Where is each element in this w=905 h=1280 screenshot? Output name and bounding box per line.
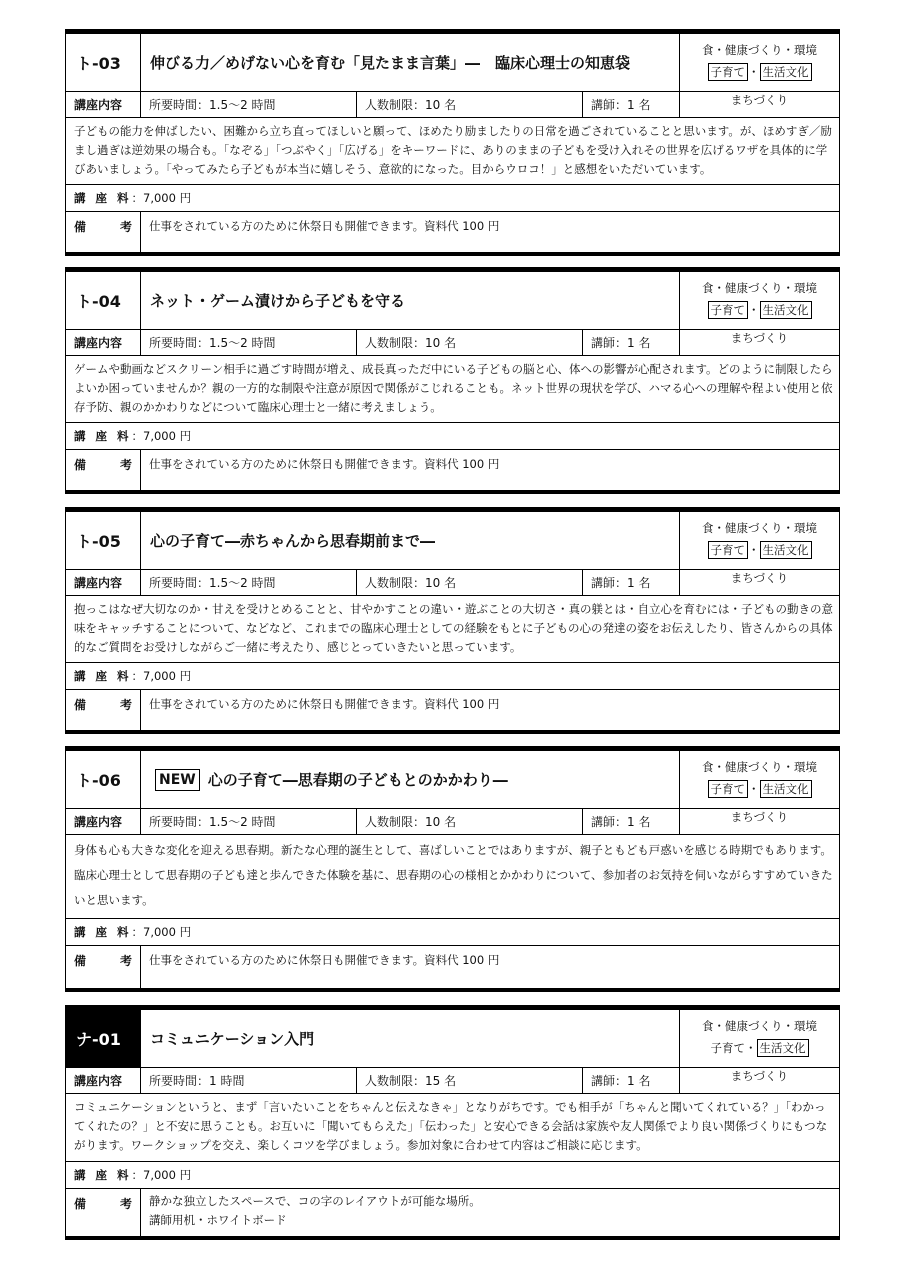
- duration: 所要時間：1 時間: [141, 1068, 357, 1093]
- category-lifestyle: 生活文化: [760, 541, 812, 559]
- category-line-1: 食・健康づくり・環境: [702, 1019, 817, 1033]
- category-line-1: 食・健康づくり・環境: [702, 43, 817, 57]
- category-childcare: 子育て: [708, 63, 749, 81]
- duration: 所要時間：1.5～2 時間: [141, 330, 357, 355]
- course-code: ト-04: [66, 272, 141, 329]
- course-card-to-04: [65, 267, 840, 494]
- note-line-1: 静かな独立したスペースで、コの字のレイアウトが可能な場所。: [149, 1194, 481, 1208]
- category-line-3: まちづくり: [730, 571, 789, 585]
- category-line-2: 子育て ・ 生活文化: [680, 302, 839, 318]
- note-label: 備 考: [66, 212, 141, 252]
- note-row: [66, 450, 839, 490]
- course-title-cell: [141, 751, 680, 808]
- fee-row: [66, 1162, 839, 1189]
- content-label: 講座内容: [66, 92, 141, 117]
- note-row: [66, 212, 839, 252]
- category-cell: [680, 272, 839, 345]
- duration: 所要時間：1.5～2 時間: [141, 570, 357, 595]
- course-title: コミュニケーション入門: [141, 1010, 680, 1067]
- fee-label: 講 座 料: [74, 1168, 132, 1182]
- note-line-2: 講師用机・ホワイトボード: [149, 1213, 287, 1227]
- course-description: ゲームや動画などスクリーン相手に過ごす時間が増え、成長真っただ中にいる子どもの脳と心、体への影響が心配されます。どのように制限したらよいか困っていませんか？親の一方的な制限や注意が原因で関係がこじれることも。ネット世界の現状を学び、ハマる心への理解や程よい使用と依存予防、親のかかわりなどについて臨床心理士と一緒に考えましょう。: [66, 356, 839, 423]
- fee-label: 講 座 料: [74, 925, 132, 939]
- capacity: 人数制限：10 名: [357, 330, 583, 355]
- course-card-na-01: [65, 1005, 840, 1240]
- category-childcare: 子育て: [708, 541, 749, 559]
- lecturer-count: 講師：1 名: [583, 330, 680, 355]
- fee-row: [66, 423, 839, 450]
- fee-value: ：7,000 円: [131, 669, 192, 683]
- content-label: 講座内容: [66, 330, 141, 355]
- category-childcare: 子育て: [708, 301, 749, 319]
- note-text: 仕事をされている方のために休祭日も開催できます。資料代 100 円: [149, 697, 500, 711]
- category-line-2: 子育て・ 生活文化: [680, 1040, 839, 1056]
- category-line-1: 食・健康づくり・環境: [702, 521, 817, 535]
- new-badge: NEW: [155, 769, 200, 791]
- lecturer-count: 講師：1 名: [583, 1068, 680, 1093]
- course-description: 抱っこはなぜ大切なのか・甘えを受けとめることと、甘やかすことの違い・遊ぶことの大切さ・真の躾とは・自立心を育むには・子どもの動きの意味をキャッチすることについて、などなど、これまでの臨床心理士としての経験をもとに子どもの心の発達の姿をお伝えしたり、皆さんからの具体的なご質問をお受けしながらご一緒に考えたり、感じとっていきたいと思っています。: [66, 596, 839, 663]
- course-card-to-03: [65, 29, 840, 256]
- category-lifestyle: 生活文化: [757, 1039, 809, 1057]
- fee-row: [66, 185, 839, 212]
- course-code: ト-03: [66, 34, 141, 91]
- course-card-to-05: [65, 507, 840, 734]
- capacity: 人数制限：15 名: [357, 1068, 583, 1093]
- capacity: 人数制限：10 名: [357, 809, 583, 834]
- course-title: 心の子育て―赤ちゃんから思春期前まで―: [141, 512, 680, 569]
- category-line-1: 食・健康づくり・環境: [702, 760, 817, 774]
- note-row: [66, 1189, 839, 1236]
- category-cell: [680, 751, 839, 824]
- content-label: 講座内容: [66, 809, 141, 834]
- category-line-3: まちづくり: [730, 93, 789, 107]
- note-text: 仕事をされている方のために休祭日も開催できます。資料代 100 円: [149, 457, 500, 471]
- course-code: ト-06: [66, 751, 141, 808]
- capacity: 人数制限：10 名: [357, 92, 583, 117]
- note-text: 仕事をされている方のために休祭日も開催できます。資料代 100 円: [149, 219, 500, 233]
- fee-value: ：7,000 円: [131, 191, 192, 205]
- fee-row: [66, 919, 839, 946]
- category-cell: [680, 1010, 839, 1083]
- course-title: 伸びる力／めげない心を育む「見たまま言葉」― 臨床心理士の知恵袋: [141, 34, 680, 91]
- category-cell: [680, 512, 839, 585]
- note-label: 備 考: [66, 690, 141, 730]
- fee-value: ：7,000 円: [131, 1168, 192, 1182]
- course-description: コミュニケーションというと、まず「言いたいことをちゃんと伝えなきゃ」となりがちです。でも相手が「ちゃんと聞いてくれている？」「わかってくれたの？」と不安に思うことも。お互いに「聞いてもらえた」「伝わった」と安心できる会話は家族や友人関係でより良い関係づくりにもつながります。ワークショップを交え、楽しくコツを学びましょう。参加対象に合わせて内容はご相談に応じます。: [66, 1094, 839, 1162]
- note-row: [66, 946, 839, 988]
- fee-value: ：7,000 円: [131, 925, 192, 939]
- category-line-2: 子育て ・ 生活文化: [680, 781, 839, 797]
- note-row: [66, 690, 839, 730]
- category-cell: [680, 34, 839, 107]
- category-childcare: 子育て: [708, 780, 749, 798]
- fee-value: ：7,000 円: [131, 429, 192, 443]
- content-label: 講座内容: [66, 1068, 141, 1093]
- course-code: ナ-01: [66, 1010, 141, 1067]
- content-label: 講座内容: [66, 570, 141, 595]
- course-description: 身体も心も大きな変化を迎える思春期。新たな心理的誕生として、喜ばしいことではありますが、親子ともども戸惑いを感じる時期でもあります。臨床心理士として思春期の子ども達と歩んできた体験を基に、思春期の心の様相とかかわりについて、参加者のお気持を伺いながらすすめていきたいと思います。: [66, 835, 839, 919]
- note-text: 仕事をされている方のために休祭日も開催できます。資料代 100 円: [149, 953, 500, 967]
- note-label: 備 考: [66, 1189, 141, 1236]
- fee-label: 講 座 料: [74, 191, 132, 205]
- note-label: 備 考: [66, 450, 141, 490]
- duration: 所要時間：1.5～2 時間: [141, 809, 357, 834]
- lecturer-count: 講師：1 名: [583, 809, 680, 834]
- course-code: ト-05: [66, 512, 141, 569]
- capacity: 人数制限：10 名: [357, 570, 583, 595]
- category-line-2: 子育て ・ 生活文化: [680, 64, 839, 80]
- fee-label: 講 座 料: [74, 429, 132, 443]
- category-lifestyle: 生活文化: [760, 301, 812, 319]
- note-label: 備 考: [66, 946, 141, 988]
- fee-row: [66, 663, 839, 690]
- course-description: 子どもの能力を伸ばしたい、困難から立ち直ってほしいと願って、ほめたり励ましたりの日常を過ごされていることと思います。が、ほめすぎ／励まし過ぎは逆効果の場合も。「なぞる」「つぶやく」「広げる」をキーワードに、ありのままの子どもを受け入れその世界を広げるワザを具体的に学びあいましょう。「やってみたら子どもが本当に嬉しそう、意欲的になった。目からウロコ！」と感想をいただいています。: [66, 118, 839, 185]
- course-card-to-06: [65, 746, 840, 992]
- note-text: [141, 1189, 839, 1236]
- lecturer-count: 講師：1 名: [583, 570, 680, 595]
- fee-label: 講 座 料: [74, 669, 132, 683]
- category-line-1: 食・健康づくり・環境: [702, 281, 817, 295]
- category-line-3: まちづくり: [730, 1069, 789, 1083]
- category-line-2: 子育て ・ 生活文化: [680, 542, 839, 558]
- duration: 所要時間：1.5～2 時間: [141, 92, 357, 117]
- lecturer-count: 講師：1 名: [583, 92, 680, 117]
- category-line-3: まちづくり: [730, 331, 789, 345]
- course-title: 心の子育て―思春期の子どもとのかかわり―: [207, 771, 508, 789]
- course-title: ネット・ゲーム漬けから子どもを守る: [141, 272, 680, 329]
- category-lifestyle: 生活文化: [760, 63, 812, 81]
- category-lifestyle: 生活文化: [760, 780, 812, 798]
- category-line-3: まちづくり: [730, 810, 789, 824]
- category-childcare: 子育て: [710, 1041, 745, 1055]
